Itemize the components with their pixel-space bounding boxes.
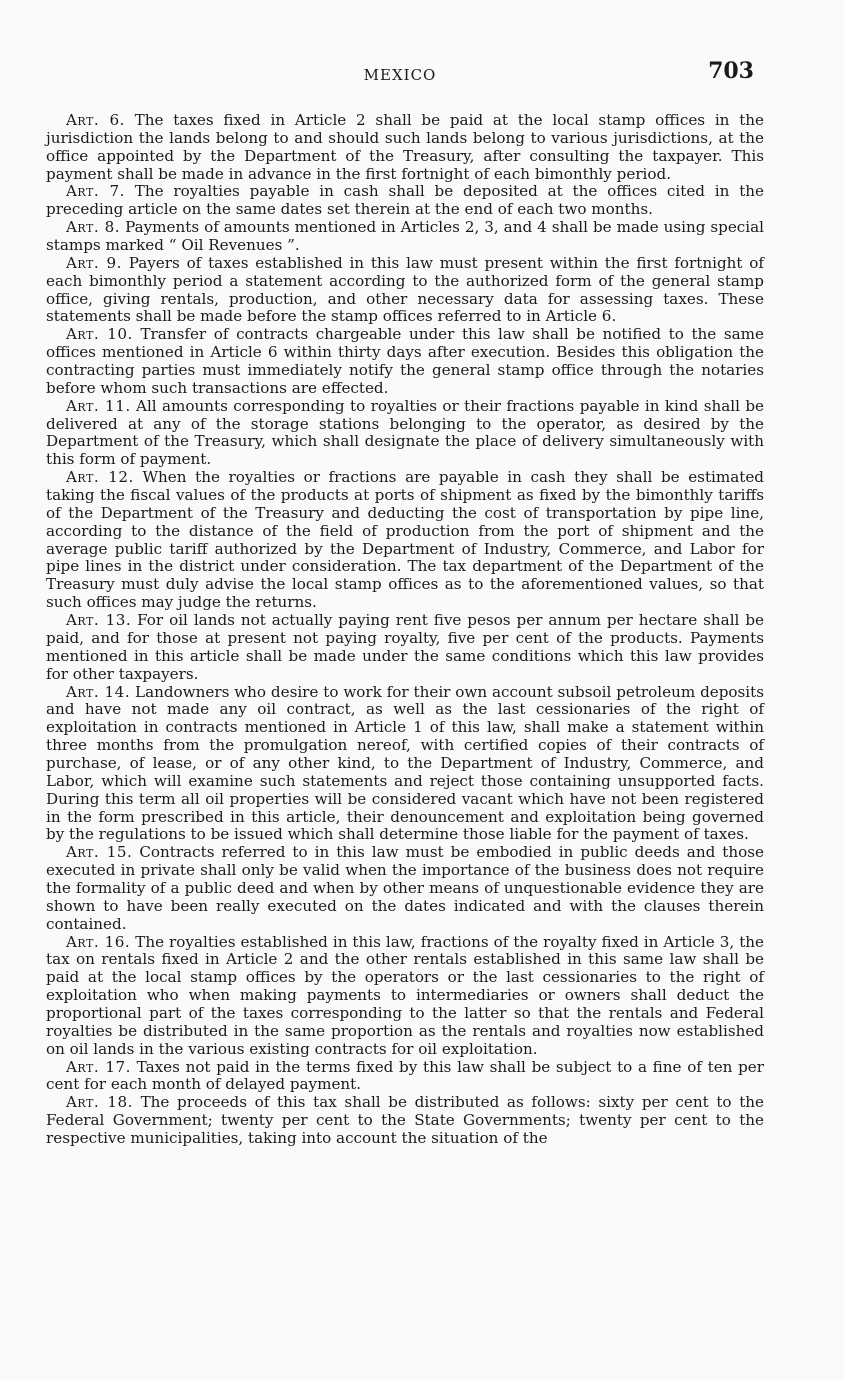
article-text: Payments of amounts mentioned in Articles 2, 3, and 4 shall be made using special stamps marked “ Oil Revenues ”. (46, 218, 764, 255)
article-label: Art. 15. (66, 843, 133, 862)
article-18 (46, 1094, 764, 1148)
article-label: Art. 6. (66, 111, 125, 129)
article-text: Transfer of contracts chargeable under this law shall be notified to the same offices mentioned in Article 6 within thirty days after execution. Besides this obligation the contracting parties must immediately notify the general stamp office through the notaries before whom such transactions are effected. (46, 325, 764, 397)
article-11 (46, 398, 764, 469)
article-13 (46, 612, 764, 683)
article-label: Art. 16. (66, 932, 131, 951)
article-12 (46, 469, 764, 612)
article-label: Art. 8. (66, 218, 121, 237)
running-head (0, 58, 844, 88)
article-text: All amounts corresponding to royalties or their fractions payable in kind shall be delivered at any of the storage stations belonging to the operator, as desired by the Department of the Treasury, which shall designate the place of delivery simultaneously with this form of payment. (46, 396, 764, 469)
article-label: Art. 17. (66, 1057, 131, 1076)
article-text: For oil lands not actually paying rent five pesos per annum per hectare shall be paid, and for those at present not paying royalty, five per cent of the products. Payments mentioned in this article shall be made under the same conditions which this law provides for other taxpayers. (46, 611, 764, 683)
article-text: The proceeds of this tax shall be distributed as follows: sixty per cent to the Federal Government; twenty per cent to the State Governments; twenty per cent to the respective municipalities, taking into account the situation of the (46, 1093, 764, 1147)
article-text: The royalties payable in cash shall be deposited at the offices cited in the preceding article on the same dates set therein at the end of each two months. (46, 182, 764, 219)
article-text: The taxes fixed in Article 2 shall be paid at the local stamp offices in the jurisdiction the lands belong to and should such lands belong to various jurisdictions, at the office appointed by the Department of the Treasury, after consulting the taxpayer. This payment shall be made in advance in the first fortnight of each bimonthly period. (46, 111, 765, 183)
article-7 (46, 183, 764, 219)
body-text (46, 112, 764, 1148)
article-10 (46, 326, 764, 397)
article-15 (46, 844, 764, 933)
article-text: Taxes not paid in the terms fixed by this law shall be subject to a fine of ten per cent for each month of delayed payment. (46, 1057, 764, 1094)
article-16 (46, 934, 764, 1059)
article-label: Art. 9. (66, 253, 122, 272)
article-label: Art. 10. (66, 325, 133, 344)
article-text: Contracts referred to in this law must be embodied in public deeds and those executed in private shall only be valid when the importance of the business does not require the formality of a public deed and when by other means of unquestionable evidence they are shown to have been really executed on the dates indicated and with the clauses therein contained. (46, 843, 764, 933)
article-label: Art. 13. (66, 611, 132, 630)
article-label: Art. 11. (66, 396, 131, 415)
article-label: Art. 14. (66, 682, 131, 701)
article-label: Art. 7. (66, 182, 125, 201)
article-label: Art. 12. (66, 468, 134, 487)
article-14 (46, 684, 764, 845)
article-9 (46, 255, 764, 326)
article-17 (46, 1059, 764, 1095)
article-text: The royalties established in this law, fractions of the royalty fixed in Article 3, the tax on rentals fixed in Article 2 and the other rentals established in this same law shall be paid at the local stamp offices by the operators or the last cessionaries to the right of exploitation who when making payments to intermediaries or owners shall deduct the proportional part of the taxes corresponding to the latter so that the rentals and Federal royalties be distributed in the same proportion as the rentals and royalties now established on oil lands in the various existing contracts for oil exploitation. (46, 932, 764, 1058)
running-title: MEXICO (363, 66, 437, 84)
article-label: Art. 18. (66, 1093, 133, 1112)
article-text: Landowners who desire to work for their own account subsoil petroleum deposits and have not made any oil contract, as well as the last cessionaries of the right of exploitation in contracts mentioned in Article 1 of this law, shall make a statement within three months from the promulgation nereof, with certified copies of their contracts of purchase, of lease, or of any other kind, to the Department of Industry, Commerce, and Labor, which will examine such statements and reject those containing unsupported facts. During this term all oil properties will be considered vacant which have not been registered in the form prescribed in this article, their denouncement and exploitation being governed by the regulations to be issued which shall determine those liable for the payment of taxes. (46, 682, 764, 844)
article-text: When the royalties or fractions are payable in cash they shall be estimated taking the fiscal values of the products at ports of shipment as fixed by the bimonthly tariffs of the Department of the Treasury and deducting the cost of transportation by pipe line, according to the distance of the field of production from the port of shipment and the average public tariff authorized by the Department of Industry, Commerce, and Labor for pipe lines in the district under consideration. The tax department of the Department of the Treasury must duly advise the local stamp offices as to the aforementioned values, so that such offices may judge the returns. (46, 468, 764, 612)
page-number: 703 (708, 58, 754, 84)
article-8 (46, 219, 764, 255)
article-text: Payers of taxes established in this law must present within the first fortnight of each bimonthly period a statement according to the authorized form of the general stamp office, giving rentals, production, and other necessary data for assessing taxes. These statements shall be made before the stamp offices referred to in Article 6. (46, 253, 765, 326)
article-6 (46, 112, 764, 183)
